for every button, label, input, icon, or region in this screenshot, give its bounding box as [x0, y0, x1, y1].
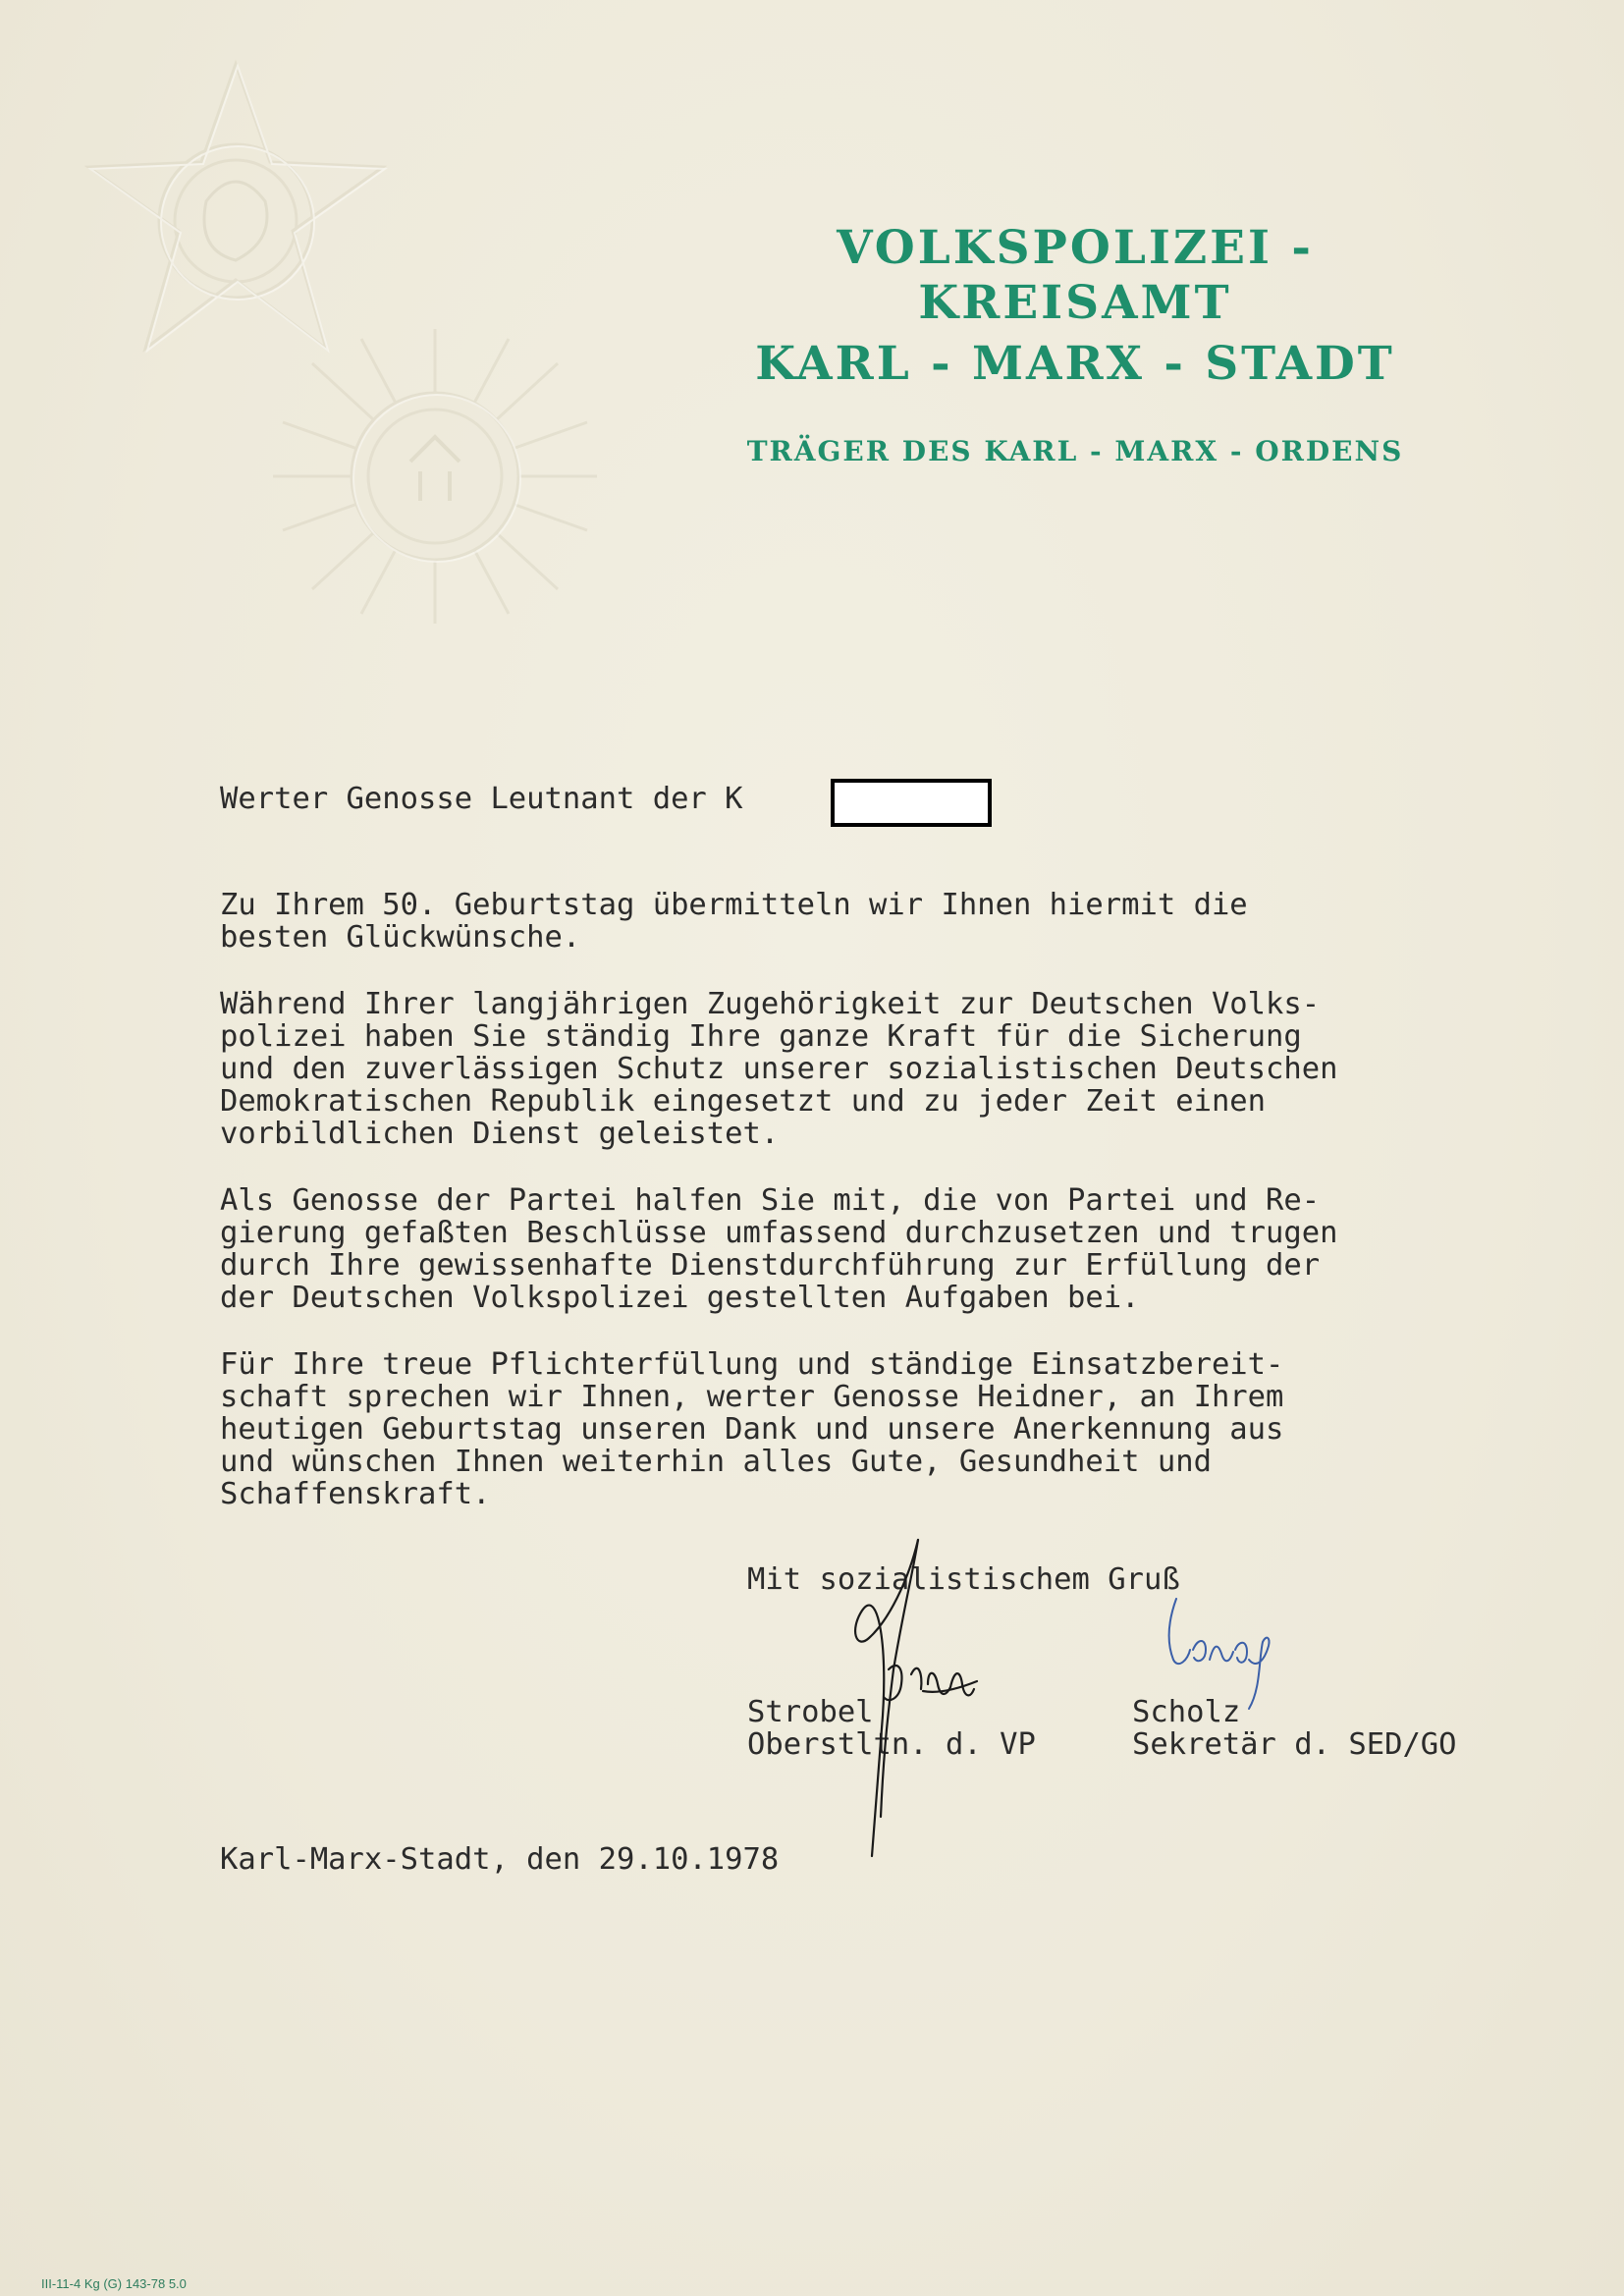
- text-line: durch Ihre gewissenhafte Dienstdurchführung zur Erfüllung der: [220, 1248, 1321, 1283]
- text-line: besten Glückwünsche.: [220, 920, 581, 955]
- letterhead-order: TRÄGER DES KARL - MARX - ORDENS: [746, 435, 1404, 467]
- text-line: Demokratischen Republik eingesetzt und zu jeder Zeit einen: [220, 1084, 1267, 1119]
- text-line: heutigen Geburtstag unseren Dank und unsere Anerkennung aus: [220, 1412, 1284, 1447]
- body-paragraph-1: [220, 889, 1248, 954]
- text-line: Schaffenskraft.: [220, 1477, 491, 1511]
- star-emblem-embossed-icon: [69, 54, 403, 368]
- text-line: und den zuverlässigen Schutz unserer sozialistischen Deutschen: [220, 1052, 1338, 1086]
- state-emblem-embossed-icon: [253, 324, 617, 629]
- letterhead: [687, 221, 1463, 467]
- text-line: und wünschen Ihnen weiterhin alles Gute, Gesundheit und: [220, 1445, 1212, 1479]
- text-line: vorbildlichen Dienst geleistet.: [220, 1117, 780, 1151]
- letterhead-office: VOLKSPOLIZEI - KREISAMT: [837, 221, 1314, 330]
- signatory-left-title: Oberstltn. d. VP: [747, 1727, 1036, 1762]
- text-line: der Deutschen Volkspolizei gestellten Aufgaben bei.: [220, 1281, 1140, 1315]
- signatory-right-title: Sekretär d. SED/GO: [1132, 1727, 1457, 1762]
- signature-right-blue: [1169, 1599, 1270, 1709]
- text-line: schaft sprechen wir Ihnen, werter Genosse Heidner, an Ihrem: [220, 1380, 1284, 1414]
- signatory-left-name: Strobel: [747, 1695, 874, 1729]
- text-line: Als Genosse der Partei halfen Sie mit, die von Partei und Re-: [220, 1183, 1321, 1218]
- print-code: III-11-4 Kg (G) 143-78 5.0: [41, 2276, 187, 2291]
- closing-greeting: Mit sozialistischem Gruß: [747, 1562, 1180, 1597]
- body-paragraph-3: [220, 1184, 1337, 1314]
- text-line: Zu Ihrem 50. Geburtstag übermitteln wir Ihnen hiermit die: [220, 888, 1248, 922]
- place-date: Karl-Marx-Stadt, den 29.10.1978: [220, 1842, 780, 1877]
- text-line: Für Ihre treue Pflichterfüllung und ständige Einsatzbereit-: [220, 1347, 1284, 1382]
- text-line: Während Ihrer langjährigen Zugehörigkeit zur Deutschen Volks-: [220, 987, 1321, 1021]
- body-paragraph-4: [220, 1348, 1283, 1510]
- text-line: gierung gefaßten Beschlüsse umfassend durchzusetzen und trugen: [220, 1216, 1338, 1250]
- text-line: polizei haben Sie ständig Ihre ganze Kraft für die Sicherung: [220, 1019, 1302, 1054]
- salutation: Werter Genosse Leutnant der K: [220, 782, 743, 816]
- letterhead-city: KARL - MARX - STADT: [755, 337, 1395, 391]
- signatory-right-name: Scholz: [1132, 1695, 1241, 1729]
- redaction-box: [831, 779, 992, 827]
- body-paragraph-2: [220, 988, 1337, 1150]
